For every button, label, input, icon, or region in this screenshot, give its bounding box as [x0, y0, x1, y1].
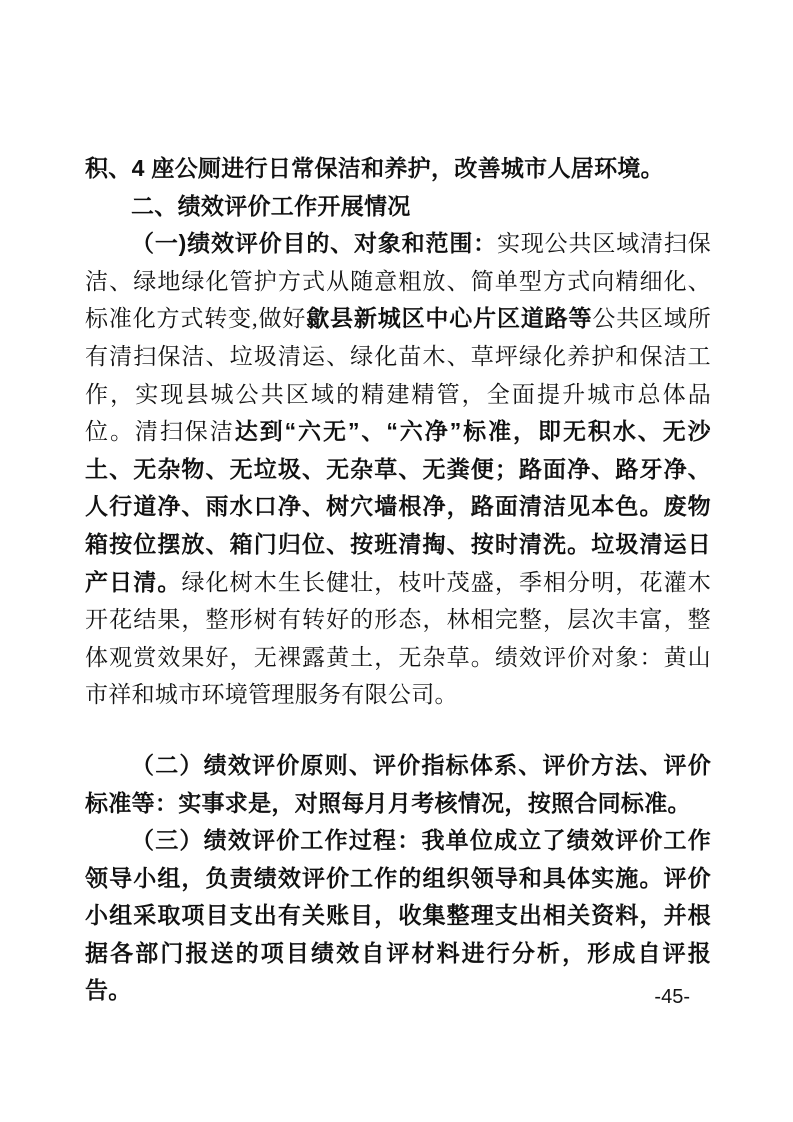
item-1-emphasis-a: 歙县新城区中心片区道路等 [306, 305, 593, 332]
paragraph-text: 积、4 座公厕进行日常保洁和养护，改善城市人居环境。 [85, 155, 664, 181]
page-number: -45- [654, 986, 690, 1008]
item-1-label: （一)绩效评价目的、对象和范围： [131, 230, 498, 257]
item-1-text-c: 绿化树木生长健壮，枝叶茂盛，季相分明，花灌木开花结果，整形树有转好的形态，林相完整，层次丰富，整体观赏效果好，无裸露黄土，无杂草。绩效评价对象：黄山市祥和城市环境管理服务有限公司。 [85, 569, 711, 708]
section-heading-2 [85, 188, 711, 226]
paragraph-item-2 [85, 747, 711, 822]
item-2-text: （二）绩效评价原则、评价指标体系、评价方法、评价标准等：实事求是，对照每月月考核情况，按照合同标准。 [85, 751, 711, 816]
item-1-text-b: 公共区域所有清扫保洁、垃圾清运、绿化苗木、草坪绿化养护和保洁工作，实现县城公共区域的精建精管，全面提升城市总体品位。清扫保洁 [85, 306, 712, 445]
item-3-text: （三）绩效评价工作过程：我单位成立了绩效评价工作领导小组，负责绩效评价工作的组织领导和具体实施。评价小组采取项目支出有关账目，收集整理支出相关资料，并根据各部门报送的项目绩效自评材料进行分析，形成自评报告。 [85, 827, 711, 1004]
paragraph-item-3 [85, 822, 711, 1010]
paragraph-continuation [85, 150, 711, 188]
section-heading-text: 二、绩效评价工作开展情况 [131, 192, 411, 219]
document-body [85, 150, 711, 1010]
item-1-text-a: 实现公共区域清扫保洁、绿地绿化管护方式从随意粗放、简单型方式向精细化、标准化方式转变,做好 [85, 231, 711, 332]
item-1-emphasis-b: 达到“六无”、“六净”标准，即无积水、无沙土、无杂物、无垃圾、无杂草、无粪便；路面净、路牙净、人行道净、雨水口净、树穴墙根净，路面清洁见本色。废物箱按位摆放、箱门归位、按班清掏、按时清洗。垃圾清运日产日清。 [85, 418, 711, 595]
paragraph-item-1 [85, 225, 711, 714]
